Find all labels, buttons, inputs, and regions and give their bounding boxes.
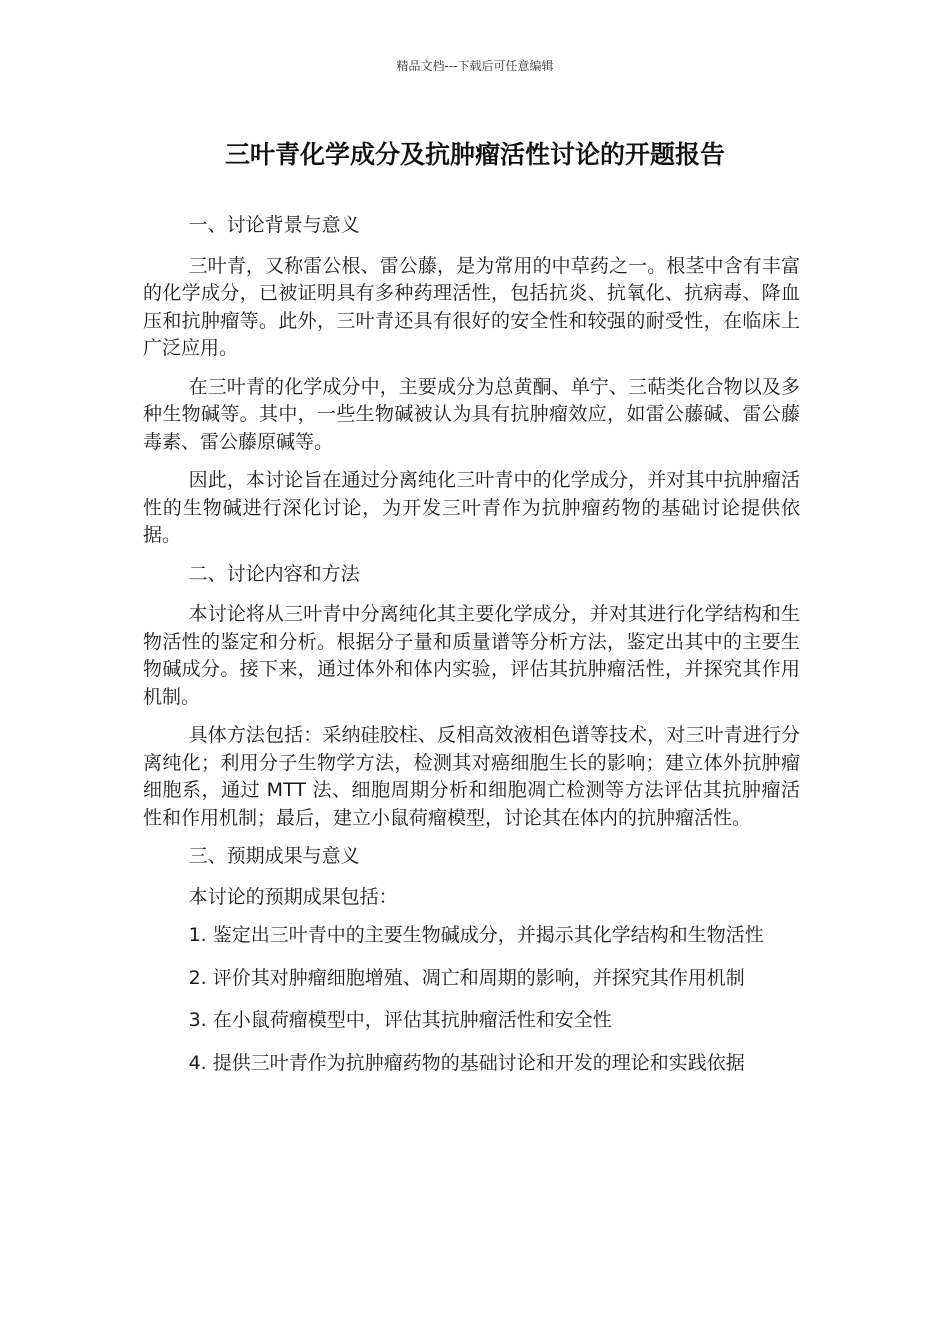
paragraph: 具体方法包括：采纳硅胶柱、反相高效液相色谱等技术，对三叶青进行分离纯化；利用分子生物学方法，检测其对癌细胞生长的影响；建立体外抗肿瘤细胞系，通过 MTT 法、细胞周期分析和细胞凋亡检测等方法评估其抗肿瘤活性和作用机制；最后，建立小鼠荷瘤模型，讨论其在体内的抗肿瘤活性。: [143, 724, 800, 829]
list-item: 3. 在小鼠荷瘤模型中，评估其抗肿瘤活性和安全性: [188, 1009, 612, 1031]
list-item: 1. 鉴定出三叶青中的主要生物碱成分，并揭示其化学结构和生物活性: [188, 924, 764, 946]
list-item: 2. 评价其对肿瘤细胞增殖、凋亡和周期的影响，并探究其作用机制: [188, 966, 745, 989]
paragraph: 因此，本讨论旨在通过分离纯化三叶青中的化学成分，并对其中抗肿瘤活性的生物碱进行深化讨论，为开发三叶青作为抗肿瘤药物的基础讨论提供依据。: [143, 469, 800, 546]
section-heading-background: 一、讨论背景与意义: [188, 214, 360, 236]
page-header-watermark: 精品文档---下载后可任意编辑: [396, 59, 554, 73]
document-body: [143, 212, 800, 1092]
outcomes-intro: 本讨论的预期成果包括：: [188, 885, 398, 908]
document-title: 三叶青化学成分及抗肿瘤活性讨论的开题报告: [224, 140, 725, 169]
section-heading-methods: 二、讨论内容和方法: [188, 562, 360, 585]
paragraph: 在三叶青的化学成分中，主要成分为总黄酮、单宁、三萜类化合物以及多种生物碱等。其中，一些生物碱被认为具有抗肿瘤效应，如雷公藤碱、雷公藤毒素、雷公藤原碱等。: [143, 375, 800, 453]
section-heading-outcomes: 三、预期成果与意义: [188, 845, 360, 867]
paragraph: 三叶青，又称雷公根、雷公藤，是为常用的中草药之一。根茎中含有丰富的化学成分，已被证明具有多种药理活性，包括抗炎、抗氧化、抗病毒、降血压和抗肿瘤等。此外，三叶青还具有很好的安全性和较强的耐受性，在临床上广泛应用。: [143, 254, 800, 359]
paragraph: 本讨论将从三叶青中分离纯化其主要化学成分，并对其进行化学结构和生物活性的鉴定和分析。根据分子量和质量谱等分析方法，鉴定出其中的主要生物碱成分。接下来，通过体外和体内实验，评估其抗肿瘤活性，并探究其作用机制。: [143, 603, 800, 708]
list-item: 4. 提供三叶青作为抗肿瘤药物的基础讨论和开发的理论和实践依据: [188, 1051, 745, 1074]
